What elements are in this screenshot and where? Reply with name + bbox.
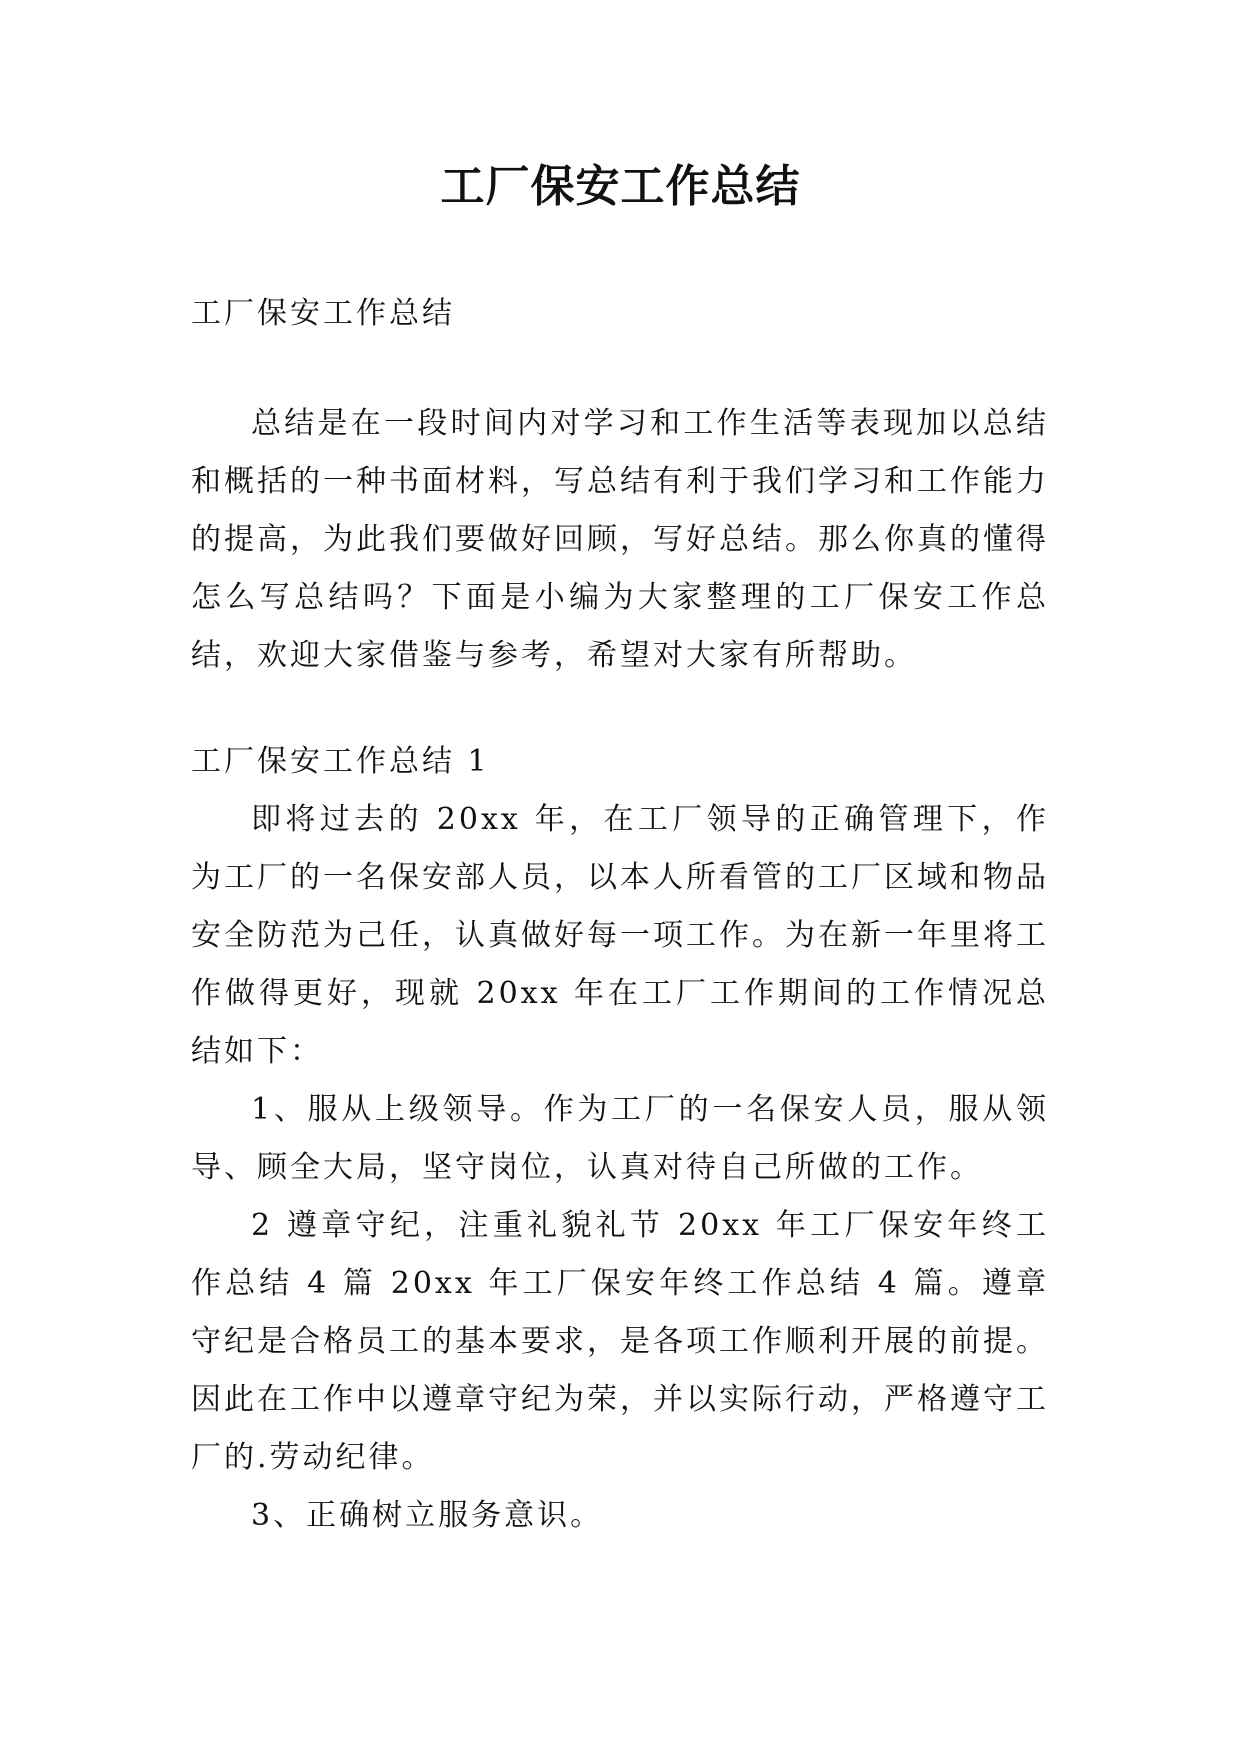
section-heading: 工厂保安工作总结 1 [191, 744, 490, 779]
body-paragraph: 即将过去的 20xx 年，在工厂领导的正确管理下，作为工厂的一名保安部人员，以本人所看管的工厂区域和物品安全防范为己任，认真做好每一项工作。为在新一年里将工作做得更好，现就 20xx 年在工厂工作期间的工作情况总结如下： [191, 802, 1049, 1069]
document-title: 工厂保安工作总结 [440, 161, 801, 212]
intro-paragraph: 总结是在一段时间内对学习和工作生活等表现加以总结和概括的一种书面材料，写总结有利于我们学习和工作能力的提高，为此我们要做好回顾，写好总结。那么你真的懂得怎么写总结吗？下面是小编为大家整理的工厂保安工作总结，欢迎大家借鉴与参考，希望对大家有所帮助。 [191, 406, 1049, 673]
body-paragraph: 2 遵章守纪，注重礼貌礼节 20xx 年工厂保安年终工作总结 4 篇 20xx 年工厂保安年终工作总结 4 篇。遵章守纪是合格员工的基本要求，是各项工作顺利开展的前提。因此在工作中以遵章守纪为荣，并以实际行动，严格遵守工厂的.劳动纪律。 [191, 1208, 1049, 1475]
document-body [191, 285, 1049, 1545]
body-paragraph: 1、服从上级领导。作为工厂的一名保安人员，服从领导、顾全大局，坚守岗位，认真对待自己所做的工作。 [191, 1092, 1049, 1185]
body-paragraph: 3、正确树立服务意识。 [251, 1498, 604, 1533]
document-subtitle: 工厂保安工作总结 [191, 296, 455, 331]
